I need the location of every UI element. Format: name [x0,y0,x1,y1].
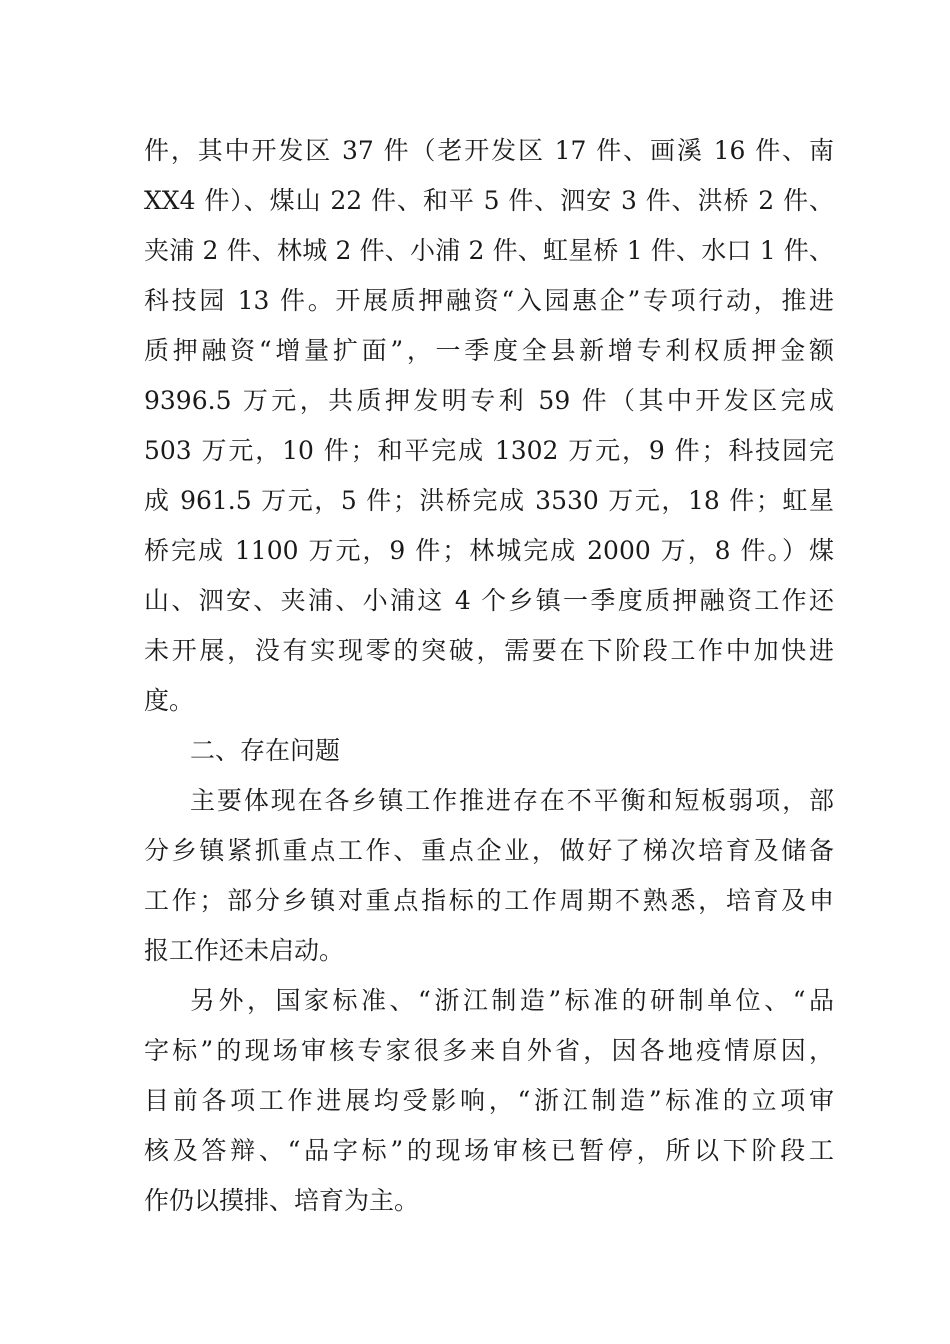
text-line: 9396.5 万元，共质押发明专利 59 件（其中开发区完成 [144,386,834,415]
text-line: 科技园 13 件。开展质押融资“入园惠企”专项行动，推进 [144,286,834,315]
text-line: 503 万元，10 件；和平完成 1302 万元，9 件；科技园完 [144,436,834,465]
text-line: 核及答辩、“品字标”的现场审核已暂停，所以下阶段工 [144,1136,834,1165]
text-line: 主要体现在各乡镇工作推进存在不平衡和短板弱项，部 [190,786,834,815]
section-heading: 二、存在问题 [190,736,341,765]
text-line: 未开展，没有实现零的突破，需要在下阶段工作中加快进 [144,636,834,665]
text-line: 另外，国家标准、“浙江制造”标准的研制单位、“品 [190,986,834,1015]
text-line: 桥完成 1100 万元，9 件；林城完成 2000 万，8 件。）煤 [144,536,834,565]
text-line: 字标”的现场审核专家很多来自外省，因各地疫情原因， [144,1036,834,1065]
text-line: 目前各项工作进展均受影响，“浙江制造”标准的立项审 [144,1086,834,1115]
text-line: 质押融资“增量扩面”，一季度全县新增专利权质押金额 [144,336,834,365]
text-line: 度。 [144,686,195,715]
text-line: 件，其中开发区 37 件（老开发区 17 件、画溪 16 件、南 [144,136,834,165]
paragraph-additional [144,976,834,1226]
document-body [144,126,834,1226]
text-line: 作仍以摸排、培育为主。 [144,1186,420,1215]
text-line: 报工作还未启动。 [144,936,345,965]
paragraph-progress [144,126,834,726]
paragraph-problems [144,776,834,976]
text-line: 成 961.5 万元，5 件；洪桥完成 3530 万元，18 件；虹星 [144,486,834,515]
text-line: 夹浦 2 件、林城 2 件、小浦 2 件、虹星桥 1 件、水口 1 件、 [144,236,834,265]
text-line: 工作；部分乡镇对重点指标的工作周期不熟悉，培育及申 [144,886,834,915]
text-line: XX4 件）、煤山 22 件、和平 5 件、泗安 3 件、洪桥 2 件、 [144,186,834,215]
text-line: 山、泗安、夹浦、小浦这 4 个乡镇一季度质押融资工作还 [144,586,834,615]
text-line: 分乡镇紧抓重点工作、重点企业，做好了梯次培育及储备 [144,836,834,865]
